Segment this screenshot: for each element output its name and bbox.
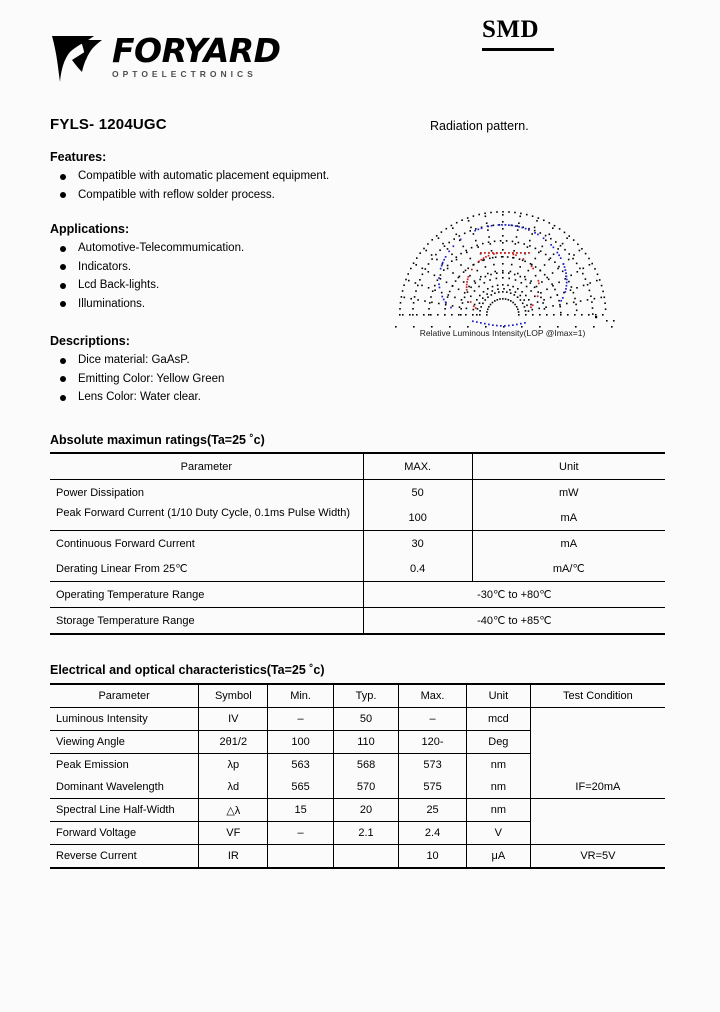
cell-test-condition xyxy=(530,731,665,754)
cell-unit: mW xyxy=(472,480,665,506)
brand-subtitle: OPTOELECTRONICS xyxy=(112,69,257,79)
col-header-max: MAX. xyxy=(363,453,472,480)
package-label-underline xyxy=(482,48,554,51)
radiation-pattern-caption: Relative Luminous Intensity(LOP @Imax=1) xyxy=(419,328,586,338)
bullet-icon xyxy=(60,395,66,401)
table-row xyxy=(50,531,665,557)
cell-max: 120- xyxy=(399,731,467,754)
cell-symbol: 2θ1/2 xyxy=(199,731,268,754)
bullet-icon xyxy=(60,174,66,180)
cell-typ: 110 xyxy=(333,731,398,754)
cell-parameter: Peak Emission xyxy=(50,754,199,777)
col-header-min: Min. xyxy=(268,684,333,708)
brand-name: FORYARD xyxy=(112,31,281,70)
cell-min: 565 xyxy=(268,776,333,799)
cell-parameter-text: Peak Forward Current (1/10 Duty Cycle, 0.1ms Pulse Width) xyxy=(56,506,351,519)
part-number: FYLS- 1204UGC xyxy=(50,116,167,133)
radiation-pattern-title: Radiation pattern. xyxy=(430,119,529,133)
bullet-icon xyxy=(60,246,66,252)
cell-symbol: λp xyxy=(199,754,268,777)
cell-unit: μA xyxy=(466,845,530,869)
foryard-logo-mark xyxy=(50,30,106,86)
list-item xyxy=(50,276,244,295)
logo-bird-icon xyxy=(50,30,106,86)
absolute-max-heading: Absolute maximun ratings(Ta=25 ˚c) xyxy=(50,433,265,447)
descriptions-list xyxy=(50,351,224,407)
list-item-label: Lens Color: Water clear. xyxy=(78,391,201,403)
table-row xyxy=(50,776,665,799)
cell-parameter: Forward Voltage xyxy=(50,822,199,845)
col-header-test-condition: Test Condition xyxy=(530,684,665,708)
cell-max: 575 xyxy=(399,776,467,799)
cell-max: 2.4 xyxy=(399,822,467,845)
descriptions-heading: Descriptions: xyxy=(50,334,130,348)
polar-plot-svg xyxy=(385,196,620,346)
cell-unit: Deg xyxy=(466,731,530,754)
list-item xyxy=(50,167,329,186)
cell-unit: mcd xyxy=(466,708,530,731)
cell-test-condition xyxy=(530,799,665,822)
cell-symbol: VF xyxy=(199,822,268,845)
cell-parameter: Dominant Wavelength xyxy=(50,776,199,799)
cell-test-condition xyxy=(530,754,665,777)
table-row xyxy=(50,582,665,608)
cell-typ: 570 xyxy=(333,776,398,799)
table-row xyxy=(50,799,665,822)
col-header-typ: Typ. xyxy=(333,684,398,708)
list-item xyxy=(50,295,244,314)
table-row xyxy=(50,845,665,869)
list-item-label: Emitting Color: Yellow Green xyxy=(78,372,225,385)
cell-symbol: IV xyxy=(199,708,268,731)
cell-min: – xyxy=(268,708,333,731)
list-item xyxy=(50,388,224,407)
table-row xyxy=(50,708,665,731)
cell-typ xyxy=(333,845,398,869)
bullet-icon xyxy=(60,264,66,270)
cell-max: – xyxy=(399,708,467,731)
cell-unit: nm xyxy=(466,799,530,822)
cell-merged-value: -30℃ to +80℃ xyxy=(363,582,665,608)
features-heading: Features: xyxy=(50,150,107,164)
cell-typ: 20 xyxy=(333,799,398,822)
cell-min: – xyxy=(268,822,333,845)
table-row xyxy=(50,822,665,845)
table-row xyxy=(50,556,665,582)
table-row xyxy=(50,505,665,531)
table-header-row xyxy=(50,684,665,708)
cell-symbol: λd xyxy=(199,776,268,799)
cell-min: 563 xyxy=(268,754,333,777)
features-list xyxy=(50,167,329,204)
list-item xyxy=(50,186,329,205)
bullet-icon xyxy=(60,283,66,289)
company-logo xyxy=(50,30,281,86)
list-item-label: Dice material: GaAsP. xyxy=(78,354,190,366)
cell-unit: mA/℃ xyxy=(472,556,665,582)
applications-heading: Applications: xyxy=(50,222,130,236)
cell-parameter: Power Dissipation xyxy=(50,480,363,506)
table-row xyxy=(50,754,665,777)
cell-unit: mA xyxy=(472,505,665,531)
table-row xyxy=(50,480,665,506)
cell-unit: mA xyxy=(472,531,665,557)
logo-text-block xyxy=(112,30,281,79)
table-row xyxy=(50,608,665,635)
list-item-label: Lcd Back-lights. xyxy=(78,279,160,291)
page-header xyxy=(50,30,670,92)
list-item xyxy=(50,351,224,370)
col-header-parameter: Parameter xyxy=(50,684,199,708)
cell-parameter xyxy=(50,505,363,531)
list-item-label: Indicators. xyxy=(78,260,132,273)
cell-parameter: Storage Temperature Range xyxy=(50,608,363,635)
package-label: SMD xyxy=(482,16,540,43)
cell-parameter: Continuous Forward Current xyxy=(50,531,363,557)
absolute-max-table xyxy=(50,452,665,635)
list-item-label: Compatible with automatic placement equipment. xyxy=(78,170,330,182)
list-item xyxy=(50,370,224,389)
cell-typ: 50 xyxy=(333,708,398,731)
list-item-label: Automotive-Telecommumication. xyxy=(78,242,245,254)
table-header-row xyxy=(50,453,665,480)
cell-typ: 2.1 xyxy=(333,822,398,845)
bullet-icon xyxy=(60,301,66,307)
cell-typ: 568 xyxy=(333,754,398,777)
col-header-max: Max. xyxy=(399,684,467,708)
col-header-parameter: Parameter xyxy=(50,453,363,480)
radiation-pattern-plot xyxy=(385,196,620,346)
cell-parameter: Spectral Line Half-Width xyxy=(50,799,199,822)
col-header-symbol: Symbol xyxy=(199,684,268,708)
col-header-unit: Unit xyxy=(472,453,665,480)
cell-unit: nm xyxy=(466,754,530,777)
cell-test-condition xyxy=(530,822,665,845)
cell-parameter: Luminous Intensity xyxy=(50,708,199,731)
cell-max: 10 xyxy=(399,845,467,869)
cell-parameter: Viewing Angle xyxy=(50,731,199,754)
electrical-characteristics-table xyxy=(50,683,665,869)
cell-max: 30 xyxy=(363,531,472,557)
cell-test-condition: VR=5V xyxy=(530,845,665,869)
bullet-icon xyxy=(60,376,66,382)
cell-parameter: Operating Temperature Range xyxy=(50,582,363,608)
cell-test-condition: IF=20mA xyxy=(575,781,621,793)
bullet-icon xyxy=(60,358,66,364)
bullet-icon xyxy=(60,192,66,198)
applications-list xyxy=(50,239,244,313)
cell-max: 100 xyxy=(363,505,472,531)
table-row xyxy=(50,731,665,754)
cell-merged-value: -40℃ to +85℃ xyxy=(363,608,665,635)
list-item-label: Illuminations. xyxy=(78,297,146,310)
cell-test-condition xyxy=(530,708,665,731)
cell-max: 573 xyxy=(399,754,467,777)
cell-max: 50 xyxy=(363,480,472,506)
cell-max: 25 xyxy=(399,799,467,822)
list-item xyxy=(50,239,244,258)
cell-max: 0.4 xyxy=(363,556,472,582)
cell-symbol: IR xyxy=(199,845,268,869)
cell-min: 100 xyxy=(268,731,333,754)
cell-parameter: Derating Linear From 25℃ xyxy=(50,556,363,582)
cell-min: 15 xyxy=(268,799,333,822)
cell-min xyxy=(268,845,333,869)
list-item xyxy=(50,258,244,277)
list-item-label: Compatible with reflow solder process. xyxy=(78,188,275,201)
cell-parameter: Reverse Current xyxy=(50,845,199,869)
col-header-unit: Unit xyxy=(466,684,530,708)
cell-unit: nm xyxy=(466,776,530,799)
cell-symbol: △λ xyxy=(199,799,268,822)
electrical-heading: Electrical and optical characteristics(Ta=25 ˚c) xyxy=(50,663,325,677)
cell-unit: V xyxy=(466,822,530,845)
